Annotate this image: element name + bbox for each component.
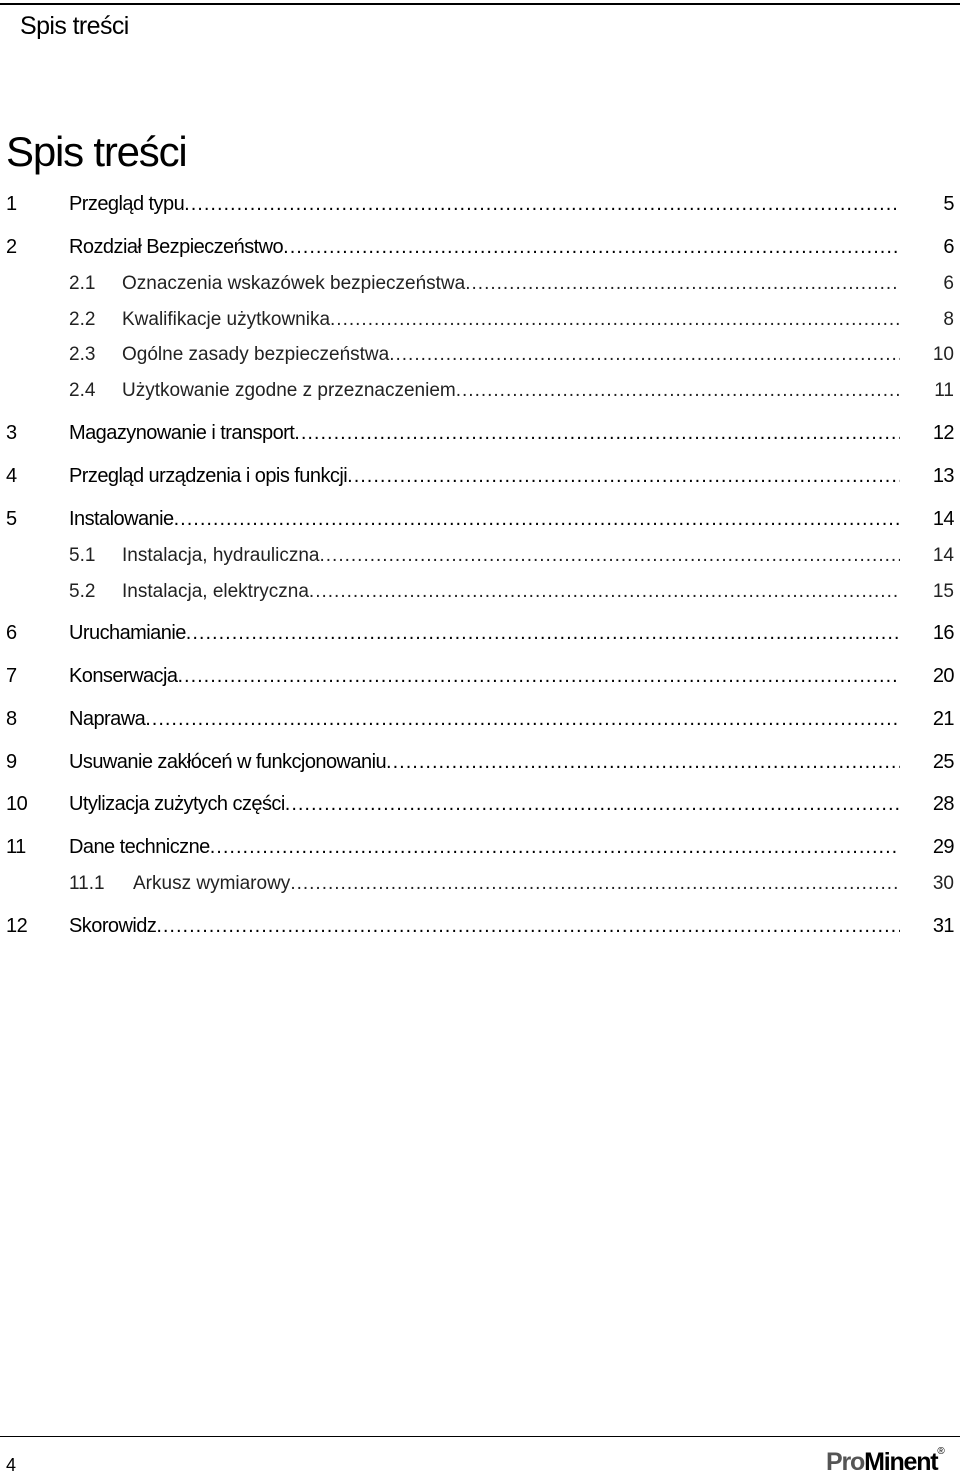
header-rule — [0, 3, 960, 5]
toc-page-number: 5 — [943, 193, 954, 215]
toc-leader-dots — [186, 622, 900, 645]
toc-page-number: 29 — [932, 836, 954, 858]
toc-number: 9 — [6, 751, 17, 773]
toc-number: 6 — [6, 622, 17, 644]
toc-label: Instalowanie — [69, 508, 174, 530]
toc-leader-dots — [347, 465, 900, 488]
toc-label: Arkusz wymiarowy — [133, 873, 291, 894]
toc-leader-dots — [285, 793, 900, 816]
toc-label: Kwalifikacje użytkownika — [122, 309, 331, 330]
toc-page-number: 30 — [932, 873, 954, 894]
toc-label: Magazynowanie i transport — [69, 422, 295, 444]
toc-label: Użytkowanie zgodne z przeznaczeniem — [122, 380, 456, 401]
toc-label: Instalacja, elektryczna — [122, 581, 309, 602]
toc-label: Konserwacja — [69, 665, 178, 687]
toc-leader-dots — [290, 873, 900, 895]
toc-number: 12 — [6, 915, 28, 937]
toc-page-number: 15 — [932, 581, 954, 602]
toc-leader-dots — [309, 581, 900, 603]
toc-label: Ogólne zasady bezpieczeństwa — [122, 344, 390, 365]
toc-leader-dots — [145, 708, 900, 731]
toc-leader-dots — [320, 545, 901, 567]
toc-number: 10 — [6, 793, 28, 815]
toc-page-number: 13 — [932, 465, 954, 487]
toc-page-number: 31 — [932, 915, 954, 937]
toc-number: 2.1 — [69, 273, 96, 294]
footer-rule — [0, 1436, 960, 1437]
toc-page-number: 6 — [943, 236, 954, 258]
toc-leader-dots — [283, 236, 900, 259]
toc-number: 2.3 — [69, 344, 96, 365]
toc-page-number: 10 — [932, 344, 954, 365]
toc-leader-dots — [177, 665, 900, 688]
toc-page-number: 20 — [932, 665, 954, 687]
toc-leader-dots — [389, 344, 900, 366]
toc-number: 11.1 — [69, 873, 105, 894]
toc-leader-dots — [294, 422, 900, 445]
toc-number: 2 — [6, 236, 17, 258]
toc-label: Instalacja, hydrauliczna — [122, 545, 320, 566]
toc-number: 4 — [6, 465, 17, 487]
toc-page-number: 16 — [932, 622, 954, 644]
toc-label: Przegląd typu — [69, 193, 185, 215]
toc-page-number: 8 — [943, 309, 954, 330]
toc-leader-dots — [184, 193, 900, 216]
toc-page-number: 25 — [932, 751, 954, 773]
toc-page-number: 6 — [943, 273, 954, 294]
page-number: 4 — [6, 1455, 17, 1475]
toc-leader-dots — [386, 751, 900, 774]
prominent-logo: ProMinent® — [826, 1446, 945, 1476]
page-title: Spis treści — [6, 128, 187, 175]
toc-page-number: 21 — [932, 708, 954, 730]
toc-number: 8 — [6, 708, 17, 730]
toc-number: 5.2 — [69, 581, 96, 602]
toc-label: Rozdział Bezpieczeństwo — [69, 236, 284, 258]
toc-number: 5.1 — [69, 545, 96, 566]
toc-page-number: 11 — [934, 380, 954, 401]
toc-label: Naprawa — [69, 708, 146, 730]
toc-label: Usuwanie zakłóceń w funkcjonowaniu — [69, 751, 387, 773]
toc-page-number: 12 — [932, 422, 954, 444]
toc-page-number: 14 — [932, 508, 954, 530]
toc-number: 5 — [6, 508, 17, 530]
toc-leader-dots — [456, 380, 900, 402]
toc-leader-dots — [210, 836, 900, 859]
toc-leader-dots — [156, 915, 900, 938]
toc-label: Utylizacja zużytych części — [69, 793, 285, 815]
toc-leader-dots — [174, 508, 900, 531]
running-header: Spis treści — [20, 12, 129, 40]
toc-label: Dane techniczne — [69, 836, 210, 858]
toc-leader-dots — [465, 273, 900, 295]
toc-label: Przegląd urządzenia i opis funkcji — [69, 465, 348, 487]
toc-number: 1 — [6, 193, 17, 215]
toc-number: 7 — [6, 665, 17, 687]
toc-number: 2.4 — [69, 380, 96, 401]
toc-number: 11 — [6, 836, 26, 858]
toc-page-number: 14 — [932, 545, 954, 566]
toc-number: 2.2 — [69, 309, 96, 330]
toc-number: 3 — [6, 422, 17, 444]
toc-page-number: 28 — [932, 793, 954, 815]
toc-leader-dots — [330, 309, 900, 331]
toc-label: Skorowidz — [69, 915, 157, 937]
toc-label: Uruchamianie — [69, 622, 186, 644]
toc-label: Oznaczenia wskazówek bezpieczeństwa — [122, 273, 466, 294]
